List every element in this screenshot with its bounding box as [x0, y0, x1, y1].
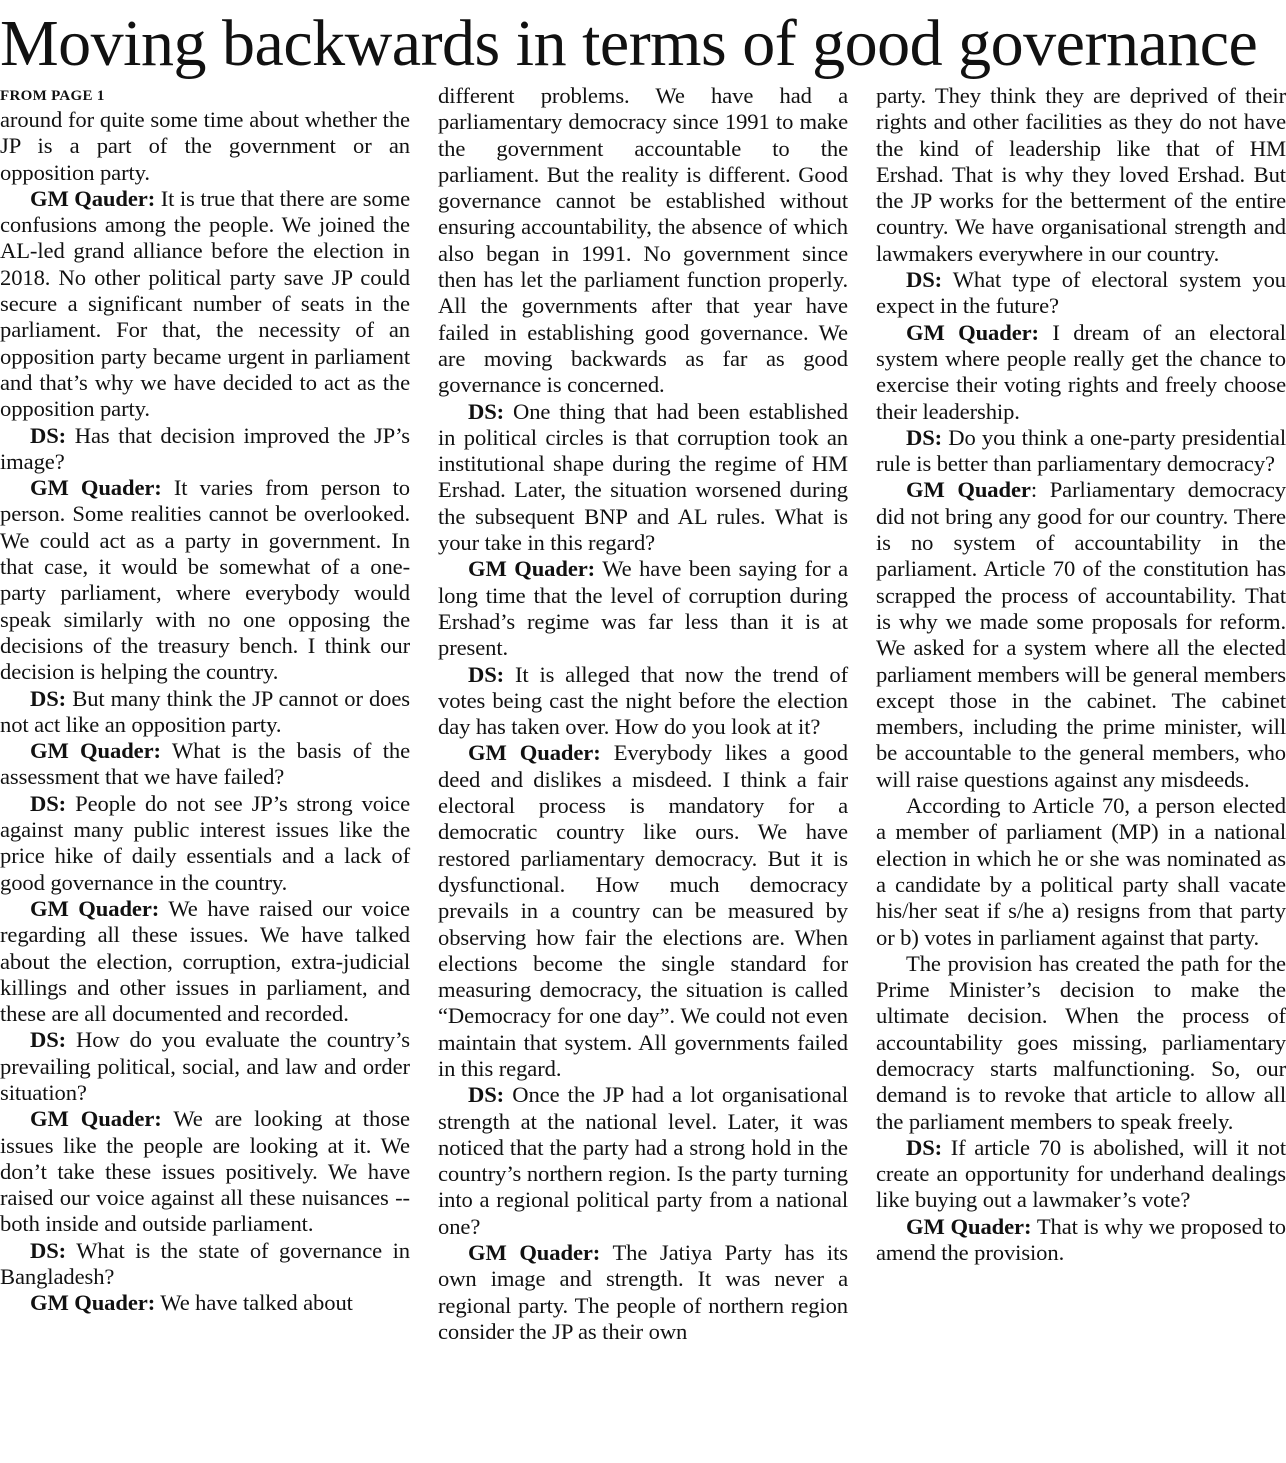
- paragraph-text: Everybody likes a good deed and dislikes a misdeed. I think a fair electoral process is mandatory for a democratic country like ours. We have restored parliamentary democracy. But it is dysfunctional. How much democracy prevails in a country can be measured by observing how fair the elections are. When elections become the single standard for measuring democracy, the situation is called “Democracy for one day”. We could not even maintain that system. All governments failed in this regard.: [438, 740, 848, 1081]
- paragraph: [876, 83, 1286, 267]
- speaker-label: GM Quader:: [30, 1290, 156, 1316]
- paragraph: [438, 1082, 848, 1240]
- paragraph-text: What is the basis of the assessment that we have failed?: [0, 738, 410, 790]
- paragraph-text: One thing that had been established in political circles is that corruption took an institutional shape during the regime of HM Ershad. Later, the situation worsened during the subsequent BNP and AL rules. What is your take in this regard?: [438, 398, 848, 556]
- paragraph: [0, 738, 410, 791]
- paragraph-text: We have been saying for a long time that the level of corruption during Ershad’s regime was far less than it is at present.: [438, 556, 848, 661]
- speaker-label: DS:: [30, 685, 67, 711]
- speaker-label: DS:: [468, 661, 505, 687]
- article-column-2: [438, 83, 848, 1345]
- speaker-label: GM Quader:: [906, 1213, 1032, 1239]
- paragraph: [438, 662, 848, 741]
- paragraph: [0, 686, 410, 739]
- paragraph-text: According to Article 70, a person elected a member of parliament (MP) in a national election in which he or she was nominated as a candidate by a political party shall vacate his/her seat if s/he a) resigns from that party or b) votes in parliament against that party.: [876, 793, 1286, 950]
- paragraph: [876, 1214, 1286, 1267]
- paragraph-text: party. They think they are deprived of their rights and other facilities as they do not have the kind of leadership like that of HM Ershad. That is why they loved Ershad. But the JP works for the betterment of the entire country. We have organisational strength and lawmakers everywhere in our country.: [876, 83, 1286, 266]
- speaker-label: GM Quader:: [468, 1240, 601, 1266]
- paragraph: [876, 793, 1286, 951]
- speaker-label: GM Quader:: [468, 556, 596, 582]
- paragraph-text: different problems. We have had a parliamentary democracy since 1991 to make the government accountable to the parliament. But the reality is different. Good governance cannot be established without ensuring accountability, the absence of which also began in 1991. No government since then has let the parliament function properly. All the governments after that year have failed in establishing good governance. We are moving backwards as far as good governance is concerned.: [438, 83, 848, 398]
- speaker-label: GM Quader: [906, 477, 1031, 503]
- speaker-label: DS:: [468, 398, 505, 424]
- speaker-label: DS:: [906, 1134, 943, 1160]
- paragraph-text: It varies from person to person. Some realities cannot be overlooked. We could act as a party in government. In that case, it would be somewhat of a one-party parliament, where everybody would speak similarly with no one opposing the decisions of the treasury bench. I think our decision is helping the country.: [0, 475, 410, 685]
- paragraph-text: The Jatiya Party has its own image and strength. It was never a regional party. The people of northern region consider the JP as their own: [438, 1240, 848, 1344]
- speaker-label: DS:: [468, 1082, 505, 1108]
- speaker-label: DS:: [30, 790, 67, 816]
- paragraph-text: I dream of an electoral system where people really get the chance to exercise their voting rights and freely choose their leadership.: [876, 319, 1286, 424]
- speaker-label: GM Quader:: [468, 740, 601, 766]
- page-reference-kicker: FROM PAGE 1: [0, 88, 105, 104]
- article-column-1: [0, 83, 410, 1317]
- paragraph-text: How do you evaluate the country’s prevailing political, social, and law and order situation?: [0, 1027, 410, 1105]
- paragraph-text: If article 70 is abolished, will it not create an opportunity for underhand dealings like buying out a lawmaker’s vote?: [876, 1134, 1286, 1213]
- paragraph: [0, 186, 410, 423]
- paragraph-text: The provision has created the path for the Prime Minister’s decision to make the ultimate decision. When the process of accountability goes missing, parliamentary democracy starts malfunctioning. So, our demand is to revoke that article to allow all the parliament members to speak freely.: [876, 950, 1286, 1134]
- paragraph: [0, 1290, 410, 1316]
- speaker-label: DS:: [30, 1237, 67, 1263]
- paragraph-text: : Parliamentary democracy did not bring any good for our country. There is no system of accountability in the parliament. Article 70 of the constitution has scrapped the process of accountability. That is why we made some proposals for reform. We asked for a system where all the elected parliament members will be general members except those in the cabinet. The cabinet members, including the prime minister, will be accountable to the general members, who will raise questions against any misdeeds.: [876, 477, 1286, 792]
- paragraph-text: Do you think a one-party presidential rule is better than parliamentary democracy?: [876, 424, 1286, 477]
- paragraph: [0, 475, 410, 685]
- paragraph-text: People do not see JP’s strong voice against many public interest issues like the price hike of daily essentials and a lack of good governance in the country.: [0, 790, 410, 895]
- speaker-label: GM Qauder:: [30, 185, 156, 211]
- paragraph: [0, 896, 410, 1027]
- speaker-label: GM Quader:: [30, 1106, 162, 1132]
- paragraph-text: But many think the JP cannot or does not act like an opposition party.: [0, 685, 410, 737]
- paragraph-text: It is alleged that now the trend of votes being cast the night before the election day has taken over. How do you look at it?: [438, 661, 848, 740]
- speaker-label: GM Quader:: [30, 738, 161, 764]
- paragraph: [438, 740, 848, 1082]
- paragraph: [438, 399, 848, 557]
- paragraph-text: We are looking at those issues like the people are looking at it. We don’t take these issues positively. We have raised our voice against all these nuisances -- both inside and outside parliament.: [0, 1106, 410, 1237]
- paragraph: [0, 423, 410, 476]
- paragraph-text: It is true that there are some confusions among the people. We joined the AL-led grand alliance before the election in 2018. No other political party save JP could secure a significant number of seats in the parliament. For that, the necessity of an opposition party became urgent in parliament and that’s why we have decided to act as the opposition party.: [0, 185, 410, 422]
- paragraph: [876, 1135, 1286, 1214]
- speaker-label: DS:: [906, 424, 943, 450]
- paragraph: [0, 1106, 410, 1237]
- paragraph: [438, 83, 848, 399]
- paragraph: [876, 320, 1286, 425]
- paragraph-text: Once the JP had a lot organisational strength at the national level. Later, it was noticed that the party had a strong hold in the country’s northern region. Is the party turning into a regional political party from a national one?: [438, 1082, 848, 1239]
- paragraph: [0, 1027, 410, 1106]
- speaker-label: GM Quader:: [30, 895, 160, 921]
- speaker-label: DS:: [906, 267, 943, 293]
- speaker-label: GM Quader:: [906, 319, 1039, 345]
- paragraph-text: That is why we proposed to amend the provision.: [876, 1213, 1286, 1266]
- paragraph-text: around for quite some time about whether the JP is a part of the government or an opposition party.: [0, 107, 410, 185]
- paragraph: [438, 1240, 848, 1345]
- paragraph-text: What type of electoral system you expect in the future?: [876, 267, 1286, 319]
- paragraph: [876, 951, 1286, 1135]
- paragraph-text: Has that decision improved the JP’s image?: [0, 422, 410, 474]
- headline: Moving backwards in terms of good governance: [0, 7, 1258, 80]
- paragraph: [876, 477, 1286, 793]
- speaker-label: GM Quader:: [30, 475, 162, 501]
- paragraph: [438, 556, 848, 661]
- article-column-3: [876, 83, 1286, 1266]
- speaker-label: DS:: [30, 422, 67, 448]
- paragraph: [876, 267, 1286, 320]
- paragraph-text: What is the state of governance in Bangladesh?: [0, 1237, 410, 1290]
- paragraph-text: We have talked about: [155, 1290, 353, 1316]
- paragraph: [0, 791, 410, 896]
- speaker-label: DS:: [30, 1027, 67, 1053]
- paragraph: [0, 107, 410, 186]
- paragraph-text: We have raised our voice regarding all these issues. We have talked about the election, corruption, extra-judicial killings and other issues in parliament, and these are all documented and recorded.: [0, 895, 410, 1027]
- paragraph: [876, 425, 1286, 478]
- paragraph: [0, 1238, 410, 1291]
